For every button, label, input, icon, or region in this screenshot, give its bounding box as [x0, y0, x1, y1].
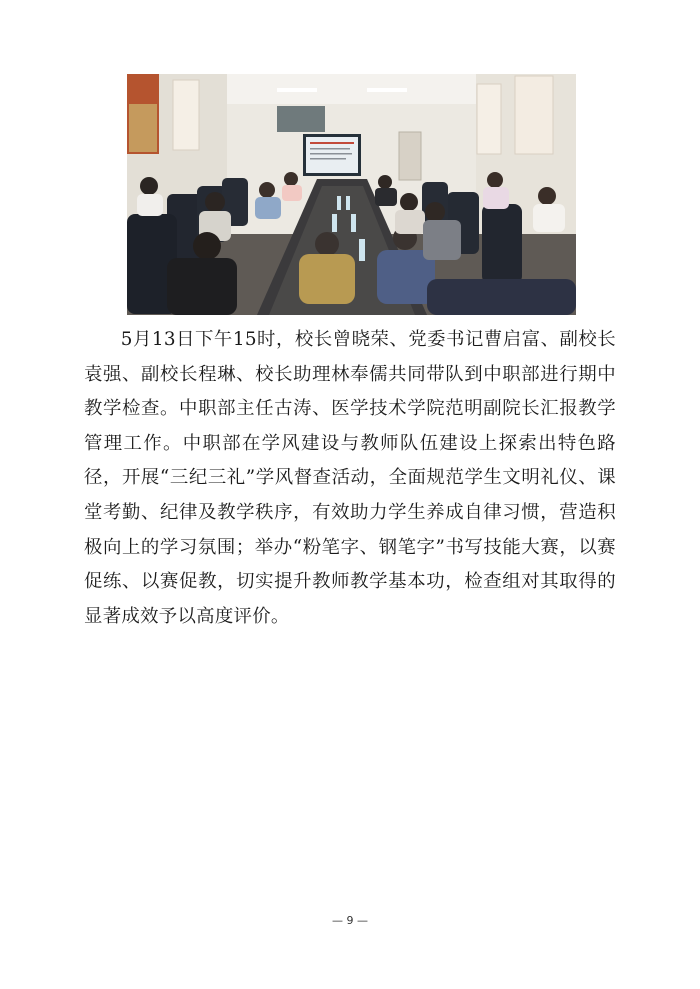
meeting-photo	[127, 74, 576, 315]
page-number: — 9 —	[332, 914, 368, 927]
article-paragraph: 5月13日下午15时，校长曾晓荣、党委书记曹启富、副校长袁强、副校长程琳、校长助理林奉儒共同带队到中职部进行期中教学检查。中职部主任古涛、医学技术学院范明副院长汇报教学管理工作。中职部在学风建设与教师队伍建设上探索出特色路径，开展“三纪三礼”学风督查活动，全面规范学生文明礼仪、课堂考勤、纪律及教学秩序，有效助力学生养成自律习惯，营造积极向上的学习氛围；举办“粉笔字、钢笔字”书写技能大赛，以赛促练、以赛促教，切实提升教师教学基本功，检查组对其取得的显著成效予以高度评价。	[84, 329, 616, 627]
meeting-photo-illustration	[127, 74, 576, 315]
